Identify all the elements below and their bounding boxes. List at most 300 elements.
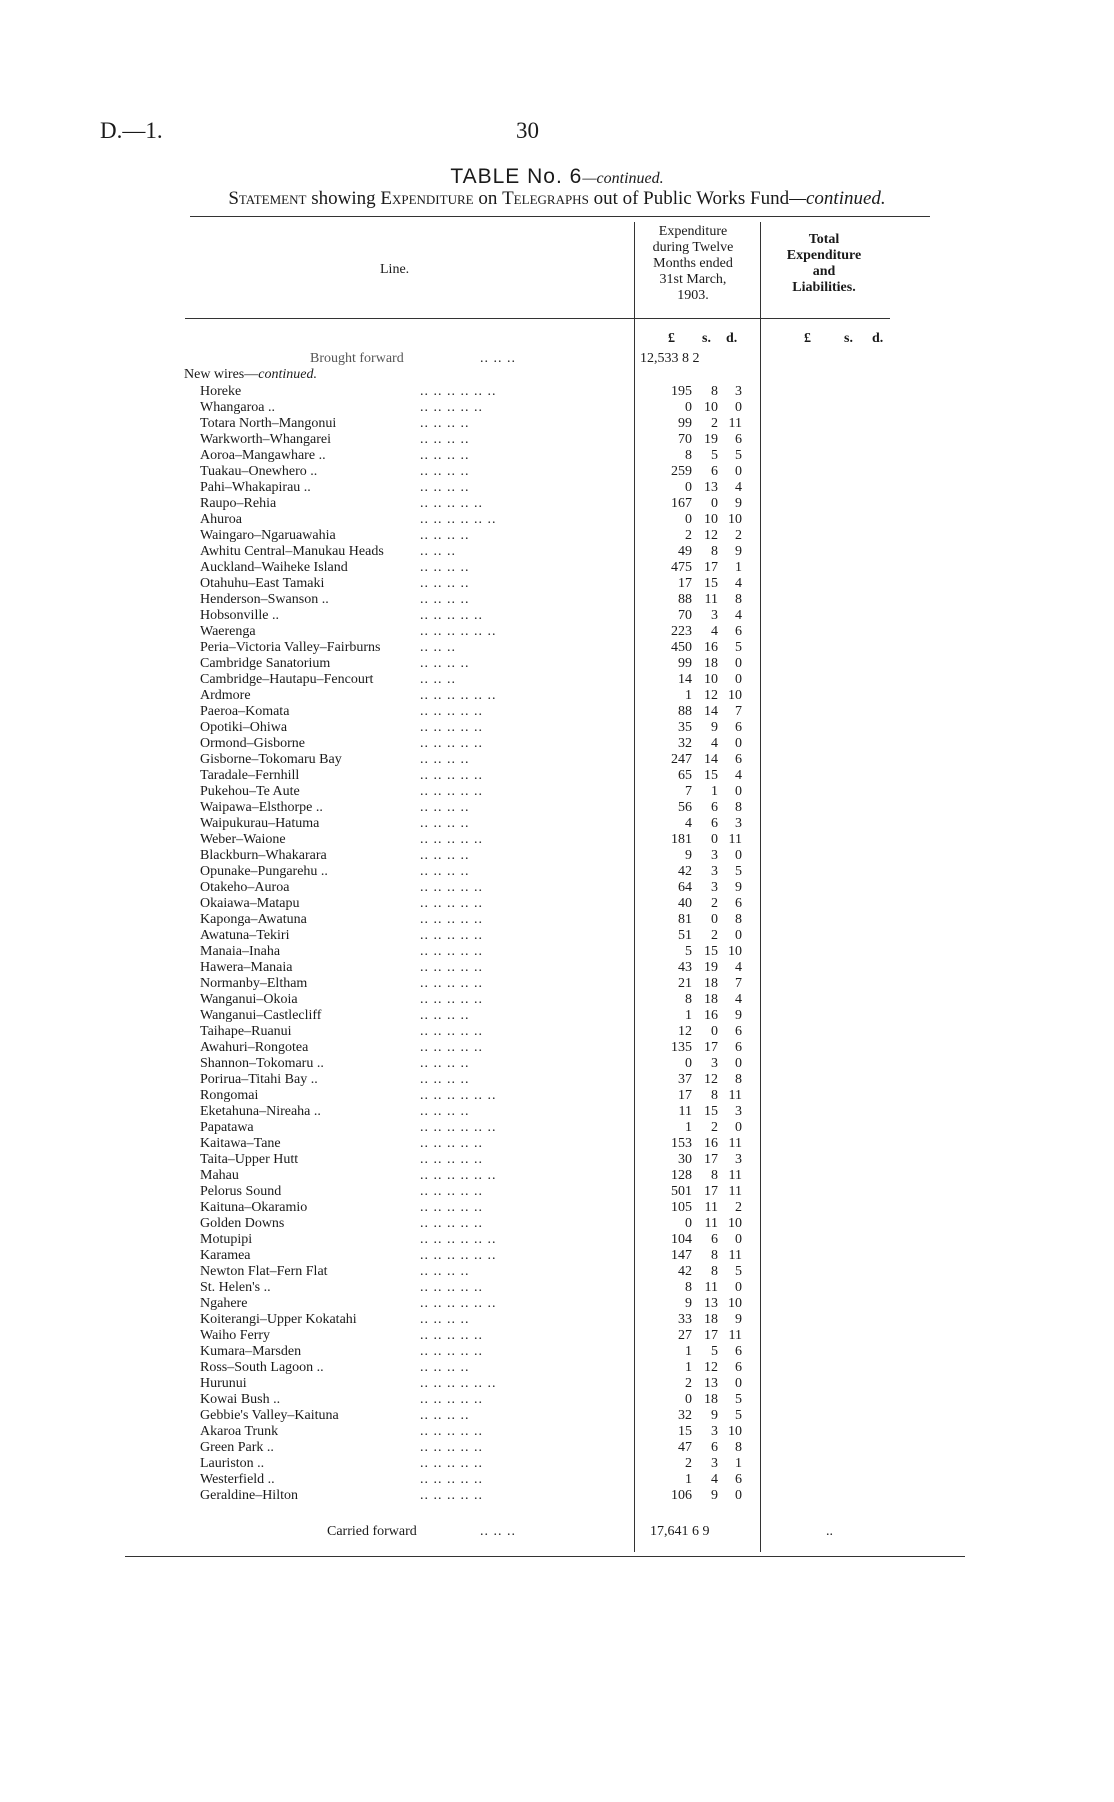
amount-pence: 0 bbox=[735, 400, 742, 415]
amount-pounds: 501 bbox=[671, 1184, 692, 1199]
amount-pence: 3 bbox=[735, 816, 742, 831]
amount-pence: 9 bbox=[735, 880, 742, 895]
line-name: Eketahuna–Nireaha .. bbox=[200, 1104, 321, 1119]
amount-shillings: 10 bbox=[704, 512, 718, 527]
amount-shillings: 6 bbox=[711, 464, 718, 479]
line-name: Newton Flat–Fern Flat bbox=[200, 1264, 328, 1279]
amount-pounds: 1 bbox=[685, 1120, 692, 1135]
amount-pounds: 42 bbox=[678, 1264, 692, 1279]
brought-forward-shillings: 8 bbox=[682, 351, 689, 366]
line-name: Akaroa Trunk bbox=[200, 1424, 279, 1439]
amount-pounds: 475 bbox=[671, 560, 692, 575]
table-row bbox=[0, 1488, 1114, 1504]
amount-pence: 10 bbox=[728, 1296, 742, 1311]
leader-dots: .. .. .. .. bbox=[420, 1264, 470, 1279]
amount-shillings: 9 bbox=[711, 1488, 718, 1503]
line-name: Waipawa–Elsthorpe .. bbox=[200, 800, 323, 815]
subtitle-expenditure: Expenditure bbox=[380, 188, 474, 209]
table-row bbox=[0, 864, 1114, 880]
table-row bbox=[0, 912, 1114, 928]
header-expenditure bbox=[638, 224, 748, 304]
amount-shillings: 8 bbox=[711, 1264, 718, 1279]
table-row bbox=[0, 1184, 1114, 1200]
amount-pence: 9 bbox=[735, 544, 742, 559]
amount-shillings: 3 bbox=[711, 848, 718, 863]
amount-pence: 5 bbox=[735, 448, 742, 463]
subtitle-showing: showing bbox=[306, 188, 381, 209]
amount-pounds: 17 bbox=[678, 1088, 692, 1103]
amount-shillings: 17 bbox=[704, 560, 718, 575]
amount-pounds: 1 bbox=[685, 1008, 692, 1023]
line-name: Totara North–Mangonui bbox=[200, 416, 337, 431]
amount-pence: 11 bbox=[728, 1136, 742, 1151]
leader-dots: .. .. .. .. .. bbox=[420, 1184, 483, 1199]
table-row bbox=[0, 1104, 1114, 1120]
amount-pounds: 1 bbox=[685, 1360, 692, 1375]
amount-pounds: 7 bbox=[685, 784, 692, 799]
table-row bbox=[0, 528, 1114, 544]
amount-pence: 2 bbox=[735, 1200, 742, 1215]
line-name: Awahuri–Rongotea bbox=[200, 1040, 309, 1055]
amount-pounds: 1 bbox=[685, 1472, 692, 1487]
amount-pounds: 153 bbox=[671, 1136, 692, 1151]
line-name: Tuakau–Onewhero .. bbox=[200, 464, 318, 479]
line-name: Cambridge Sanatorium bbox=[200, 656, 331, 671]
leader-dots: .. .. .. .. bbox=[420, 560, 470, 575]
table-row bbox=[0, 672, 1114, 688]
line-name: Pahi–Whakapirau .. bbox=[200, 480, 311, 495]
amount-pence: 6 bbox=[735, 1040, 742, 1055]
amount-shillings: 13 bbox=[704, 480, 718, 495]
amount-pounds: 2 bbox=[685, 1456, 692, 1471]
amount-pence: 8 bbox=[735, 1440, 742, 1455]
subtitle-rest: out of Public Works Fund bbox=[588, 188, 790, 209]
header-total-line-4: Liabilities. bbox=[792, 280, 856, 295]
line-name: Westerfield .. bbox=[200, 1472, 275, 1487]
leader-dots: .. .. .. .. .. .. bbox=[420, 1376, 497, 1391]
leader-dots: .. .. .. .. bbox=[420, 848, 470, 863]
amount-shillings: 6 bbox=[711, 800, 718, 815]
table-title bbox=[0, 165, 1114, 189]
line-name: Waipukurau–Hatuma bbox=[200, 816, 320, 831]
leader-dots: .. .. .. .. .. bbox=[420, 1280, 483, 1295]
amount-pence: 11 bbox=[728, 1248, 742, 1263]
amount-pounds: 147 bbox=[671, 1248, 692, 1263]
line-name: Lauriston .. bbox=[200, 1456, 265, 1471]
table-row bbox=[0, 800, 1114, 816]
table-row bbox=[0, 1232, 1114, 1248]
table-row bbox=[0, 1440, 1114, 1456]
leader-dots: .. .. .. .. .. bbox=[420, 1328, 483, 1343]
amount-pence: 0 bbox=[735, 672, 742, 687]
leader-dots: .. .. .. .. bbox=[420, 1056, 470, 1071]
amount-pounds: 37 bbox=[678, 1072, 692, 1087]
amount-pence: 5 bbox=[735, 1264, 742, 1279]
leader-dots: .. .. .. .. .. bbox=[420, 944, 483, 959]
amount-pence: 0 bbox=[735, 1376, 742, 1391]
amount-pence: 4 bbox=[735, 576, 742, 591]
amount-pence: 8 bbox=[735, 800, 742, 815]
amount-pounds: 8 bbox=[685, 1280, 692, 1295]
header-expenditure-line-3: Months ended bbox=[653, 256, 733, 271]
amount-pence: 4 bbox=[735, 480, 742, 495]
line-name: Paeroa–Komata bbox=[200, 704, 290, 719]
leader-dots: .. .. .. .. bbox=[420, 528, 470, 543]
amount-pounds: 247 bbox=[671, 752, 692, 767]
amount-shillings: 8 bbox=[711, 544, 718, 559]
amount-pounds: 135 bbox=[671, 1040, 692, 1055]
amount-shillings: 15 bbox=[704, 768, 718, 783]
table-row bbox=[0, 944, 1114, 960]
line-name: Raupo–Rehia bbox=[200, 496, 277, 511]
amount-pounds: 21 bbox=[678, 976, 692, 991]
amount-shillings: 3 bbox=[711, 608, 718, 623]
leader-dots: .. .. .. .. .. .. bbox=[420, 688, 497, 703]
amount-shillings: 3 bbox=[711, 864, 718, 879]
table-row bbox=[0, 384, 1114, 400]
table-row bbox=[0, 816, 1114, 832]
amount-pence: 0 bbox=[735, 656, 742, 671]
footer-rule bbox=[125, 1556, 965, 1557]
leader-dots: .. .. .. .. .. bbox=[420, 1424, 483, 1439]
table-row bbox=[0, 1376, 1114, 1392]
amount-pence: 11 bbox=[728, 1168, 742, 1183]
table-row bbox=[0, 1040, 1114, 1056]
line-name: Wanganui–Castlecliff bbox=[200, 1008, 322, 1023]
table-row bbox=[0, 1152, 1114, 1168]
carried-forward-pence: 9 bbox=[702, 1524, 710, 1539]
amount-pence: 6 bbox=[735, 1360, 742, 1375]
line-name: Papatawa bbox=[200, 1120, 254, 1135]
amount-pounds: 8 bbox=[685, 448, 692, 463]
line-name: Rongomai bbox=[200, 1088, 259, 1103]
page-number: 30 bbox=[516, 118, 539, 143]
amount-shillings: 9 bbox=[711, 1408, 718, 1423]
table-row bbox=[0, 640, 1114, 656]
header-expenditure-line-2: during Twelve bbox=[652, 240, 734, 255]
amount-shillings: 16 bbox=[704, 640, 718, 655]
table-row bbox=[0, 400, 1114, 416]
table-row bbox=[0, 688, 1114, 704]
line-name: Hobsonville .. bbox=[200, 608, 279, 623]
amount-shillings: 6 bbox=[711, 1440, 718, 1455]
brought-forward-dots: .. .. .. bbox=[480, 351, 516, 366]
amount-pence: 8 bbox=[735, 1072, 742, 1087]
amount-pence: 1 bbox=[735, 1456, 742, 1471]
line-name: St. Helen's .. bbox=[200, 1280, 271, 1295]
line-name: Kaponga–Awatuna bbox=[200, 912, 307, 927]
amount-pounds: 2 bbox=[685, 528, 692, 543]
table-row bbox=[0, 752, 1114, 768]
amount-shillings: 11 bbox=[704, 1216, 718, 1231]
amount-pence: 0 bbox=[735, 784, 742, 799]
line-name: Mahau bbox=[200, 1168, 239, 1183]
table-row bbox=[0, 448, 1114, 464]
line-name: Cambridge–Hautapu–Fencourt bbox=[200, 672, 374, 687]
table-row bbox=[0, 464, 1114, 480]
leader-dots: .. .. .. .. .. .. bbox=[420, 512, 497, 527]
carried-forward-pounds: 17,641 bbox=[650, 1524, 689, 1539]
amount-shillings: 18 bbox=[704, 992, 718, 1007]
subtitle-statement: Statement bbox=[228, 188, 307, 209]
amount-pounds: 0 bbox=[685, 400, 692, 415]
table-row bbox=[0, 1056, 1114, 1072]
line-name: Otakeho–Auroa bbox=[200, 880, 290, 895]
leader-dots: .. .. .. .. .. bbox=[420, 784, 483, 799]
amount-shillings: 3 bbox=[711, 1056, 718, 1071]
line-name: Opunake–Pungarehu .. bbox=[200, 864, 328, 879]
amount-shillings: 2 bbox=[711, 896, 718, 911]
table-title-continued: —continued. bbox=[582, 170, 664, 187]
amount-pence: 0 bbox=[735, 1280, 742, 1295]
amount-pounds: 81 bbox=[678, 912, 692, 927]
amount-shillings: 11 bbox=[704, 592, 718, 607]
amount-shillings: 8 bbox=[711, 1168, 718, 1183]
table-row bbox=[0, 704, 1114, 720]
line-name: Ardmore bbox=[200, 688, 251, 703]
leader-dots: .. .. .. .. .. .. bbox=[420, 1248, 497, 1263]
amount-shillings: 9 bbox=[711, 720, 718, 735]
table-row bbox=[0, 576, 1114, 592]
amount-pence: 5 bbox=[735, 864, 742, 879]
line-name: Otahuhu–East Tamaki bbox=[200, 576, 325, 591]
table-row bbox=[0, 720, 1114, 736]
amount-pounds: 47 bbox=[678, 1440, 692, 1455]
amount-shillings: 15 bbox=[704, 944, 718, 959]
line-name: Taradale–Fernhill bbox=[200, 768, 300, 783]
leader-dots: .. .. .. .. bbox=[420, 432, 470, 447]
header-total-line-2: Expenditure bbox=[786, 248, 862, 263]
table-row bbox=[0, 848, 1114, 864]
table-row bbox=[0, 1072, 1114, 1088]
table-row bbox=[0, 784, 1114, 800]
amount-pounds: 99 bbox=[678, 656, 692, 671]
amount-pounds: 15 bbox=[678, 1424, 692, 1439]
amount-shillings: 17 bbox=[704, 1152, 718, 1167]
amount-pounds: 11 bbox=[678, 1104, 692, 1119]
amount-pence: 8 bbox=[735, 912, 742, 927]
leader-dots: .. .. .. .. .. bbox=[420, 992, 483, 1007]
amount-pence: 9 bbox=[735, 496, 742, 511]
amount-pence: 11 bbox=[728, 1328, 742, 1343]
table-row bbox=[0, 1168, 1114, 1184]
line-name: Kowai Bush .. bbox=[200, 1392, 281, 1407]
amount-pence: 3 bbox=[735, 1152, 742, 1167]
amount-shillings: 13 bbox=[704, 1376, 718, 1391]
amount-pence: 5 bbox=[735, 1408, 742, 1423]
amount-pounds: 30 bbox=[678, 1152, 692, 1167]
header-total-line-1: Total bbox=[808, 232, 840, 247]
amount-pence: 11 bbox=[728, 1088, 742, 1103]
table-row bbox=[0, 624, 1114, 640]
amount-pence: 6 bbox=[735, 752, 742, 767]
amount-pounds: 70 bbox=[678, 608, 692, 623]
total-unit-pound: £ bbox=[804, 331, 811, 346]
amount-shillings: 12 bbox=[704, 1072, 718, 1087]
page-reference: D.—1. bbox=[100, 118, 163, 143]
amount-pounds: 106 bbox=[671, 1488, 692, 1503]
line-name: Taihape–Ruanui bbox=[200, 1024, 292, 1039]
amount-pence: 6 bbox=[735, 624, 742, 639]
leader-dots: .. .. .. .. .. bbox=[420, 1392, 483, 1407]
amount-pence: 10 bbox=[728, 1424, 742, 1439]
line-name: Aoroa–Mangawhare .. bbox=[200, 448, 326, 463]
leader-dots: .. .. .. .. .. bbox=[420, 832, 483, 847]
amount-pence: 4 bbox=[735, 768, 742, 783]
amount-pounds: 49 bbox=[678, 544, 692, 559]
leader-dots: .. .. .. .. .. bbox=[420, 1040, 483, 1055]
header-expenditure-line-4: 31st March, bbox=[659, 272, 727, 287]
line-name: Gisborne–Tokomaru Bay bbox=[200, 752, 342, 767]
amount-shillings: 18 bbox=[704, 1312, 718, 1327]
amount-pounds: 9 bbox=[685, 1296, 692, 1311]
leader-dots: .. .. .. .. .. bbox=[420, 608, 483, 623]
amount-pence: 0 bbox=[735, 928, 742, 943]
leader-dots: .. .. .. .. .. bbox=[420, 896, 483, 911]
line-name: Warkworth–Whangarei bbox=[200, 432, 332, 447]
amount-shillings: 3 bbox=[711, 1456, 718, 1471]
leader-dots: .. .. .. .. .. bbox=[420, 960, 483, 975]
amount-pence: 3 bbox=[735, 1104, 742, 1119]
amount-pence: 10 bbox=[728, 1216, 742, 1231]
carried-forward-label: Carried forward bbox=[327, 1524, 417, 1539]
brought-forward-amount bbox=[640, 351, 745, 367]
amount-pounds: 88 bbox=[678, 592, 692, 607]
amount-pence: 6 bbox=[735, 1344, 742, 1359]
amount-shillings: 5 bbox=[711, 1344, 718, 1359]
carried-forward-dots: .. .. .. bbox=[480, 1524, 516, 1539]
amount-shillings: 1 bbox=[711, 784, 718, 799]
amount-shillings: 19 bbox=[704, 432, 718, 447]
leader-dots: .. .. .. .. bbox=[420, 576, 470, 591]
amount-shillings: 18 bbox=[704, 976, 718, 991]
header-expenditure-line-1: Expenditure bbox=[658, 224, 728, 239]
line-name: Whangaroa .. bbox=[200, 400, 276, 415]
line-name: Ross–South Lagoon .. bbox=[200, 1360, 324, 1375]
amount-pounds: 223 bbox=[671, 624, 692, 639]
line-name: Ngahere bbox=[200, 1296, 248, 1311]
exp-unit-pound: £ bbox=[668, 331, 675, 346]
brought-forward-label: Brought forward bbox=[310, 351, 404, 366]
amount-pence: 3 bbox=[735, 384, 742, 399]
leader-dots: .. .. .. .. .. bbox=[420, 1024, 483, 1039]
amount-pounds: 32 bbox=[678, 1408, 692, 1423]
amount-pounds: 40 bbox=[678, 896, 692, 911]
amount-pence: 10 bbox=[728, 512, 742, 527]
table-row bbox=[0, 1328, 1114, 1344]
line-name: Shannon–Tokomaru .. bbox=[200, 1056, 324, 1071]
amount-shillings: 2 bbox=[711, 928, 718, 943]
line-name: Kaitawa–Tane bbox=[200, 1136, 281, 1151]
line-name: Normanby–Eltham bbox=[200, 976, 308, 991]
amount-shillings: 6 bbox=[711, 1232, 718, 1247]
amount-pounds: 8 bbox=[685, 992, 692, 1007]
leader-dots: .. .. .. .. .. bbox=[420, 912, 483, 927]
leader-dots: .. .. .. bbox=[420, 640, 456, 655]
carried-forward-total: .. bbox=[826, 1524, 833, 1539]
table-row bbox=[0, 1344, 1114, 1360]
leader-dots: .. .. .. .. bbox=[420, 864, 470, 879]
line-name: Wanganui–Okoia bbox=[200, 992, 298, 1007]
leader-dots: .. .. .. .. bbox=[420, 1408, 470, 1423]
total-unit-pence: d. bbox=[872, 331, 884, 346]
leader-dots: .. .. .. .. .. .. bbox=[420, 384, 497, 399]
line-name: Porirua–Titahi Bay .. bbox=[200, 1072, 318, 1087]
table-row bbox=[0, 1216, 1114, 1232]
table-row bbox=[0, 1120, 1114, 1136]
section-label-continued: continued. bbox=[258, 367, 317, 382]
amount-pounds: 9 bbox=[685, 848, 692, 863]
amount-shillings: 15 bbox=[704, 1104, 718, 1119]
line-name: Awhitu Central–Manukau Heads bbox=[200, 544, 384, 559]
amount-pounds: 195 bbox=[671, 384, 692, 399]
amount-pounds: 17 bbox=[678, 576, 692, 591]
table-row bbox=[0, 544, 1114, 560]
amount-pounds: 5 bbox=[685, 944, 692, 959]
amount-pounds: 450 bbox=[671, 640, 692, 655]
table-row bbox=[0, 960, 1114, 976]
brought-forward-pounds: 12,533 bbox=[640, 351, 679, 366]
amount-pounds: 259 bbox=[671, 464, 692, 479]
amount-pounds: 43 bbox=[678, 960, 692, 975]
leader-dots: .. .. .. .. bbox=[420, 480, 470, 495]
amount-pence: 4 bbox=[735, 608, 742, 623]
amount-pounds: 51 bbox=[678, 928, 692, 943]
leader-dots: .. .. .. .. .. bbox=[420, 704, 483, 719]
table-row bbox=[0, 1136, 1114, 1152]
amount-pounds: 2 bbox=[685, 1376, 692, 1391]
amount-shillings: 3 bbox=[711, 1424, 718, 1439]
leader-dots: .. .. .. .. .. bbox=[420, 400, 483, 415]
amount-shillings: 17 bbox=[704, 1040, 718, 1055]
table-row bbox=[0, 432, 1114, 448]
amount-pounds: 33 bbox=[678, 1312, 692, 1327]
amount-shillings: 10 bbox=[704, 672, 718, 687]
header-bottom-rule bbox=[185, 318, 890, 319]
amount-pence: 0 bbox=[735, 1232, 742, 1247]
table-row bbox=[0, 1296, 1114, 1312]
leader-dots: .. .. .. .. bbox=[420, 1008, 470, 1023]
leader-dots: .. .. .. .. bbox=[420, 416, 470, 431]
leader-dots: .. .. .. .. .. bbox=[420, 1152, 483, 1167]
amount-pounds: 99 bbox=[678, 416, 692, 431]
amount-shillings: 16 bbox=[704, 1008, 718, 1023]
amount-shillings: 11 bbox=[704, 1200, 718, 1215]
amount-pounds: 88 bbox=[678, 704, 692, 719]
amount-pence: 8 bbox=[735, 592, 742, 607]
leader-dots: .. .. .. .. .. bbox=[420, 928, 483, 943]
line-name: Peria–Victoria Valley–Fairburns bbox=[200, 640, 381, 655]
table-row bbox=[0, 608, 1114, 624]
amount-pence: 6 bbox=[735, 432, 742, 447]
amount-pence: 10 bbox=[728, 944, 742, 959]
table-row bbox=[0, 1248, 1114, 1264]
amount-pence: 0 bbox=[735, 1056, 742, 1071]
line-name: Awatuna–Tekiri bbox=[200, 928, 290, 943]
amount-shillings: 0 bbox=[711, 1024, 718, 1039]
amount-pence: 4 bbox=[735, 960, 742, 975]
amount-pence: 11 bbox=[728, 832, 742, 847]
amount-pounds: 181 bbox=[671, 832, 692, 847]
table-row bbox=[0, 1424, 1114, 1440]
total-unit-shilling: s. bbox=[844, 331, 853, 346]
leader-dots: .. .. .. .. .. .. bbox=[420, 624, 497, 639]
amount-pence: 6 bbox=[735, 720, 742, 735]
leader-dots: .. .. .. .. .. .. bbox=[420, 1088, 497, 1103]
amount-pence: 9 bbox=[735, 1008, 742, 1023]
amount-pence: 0 bbox=[735, 736, 742, 751]
amount-pence: 11 bbox=[728, 1184, 742, 1199]
